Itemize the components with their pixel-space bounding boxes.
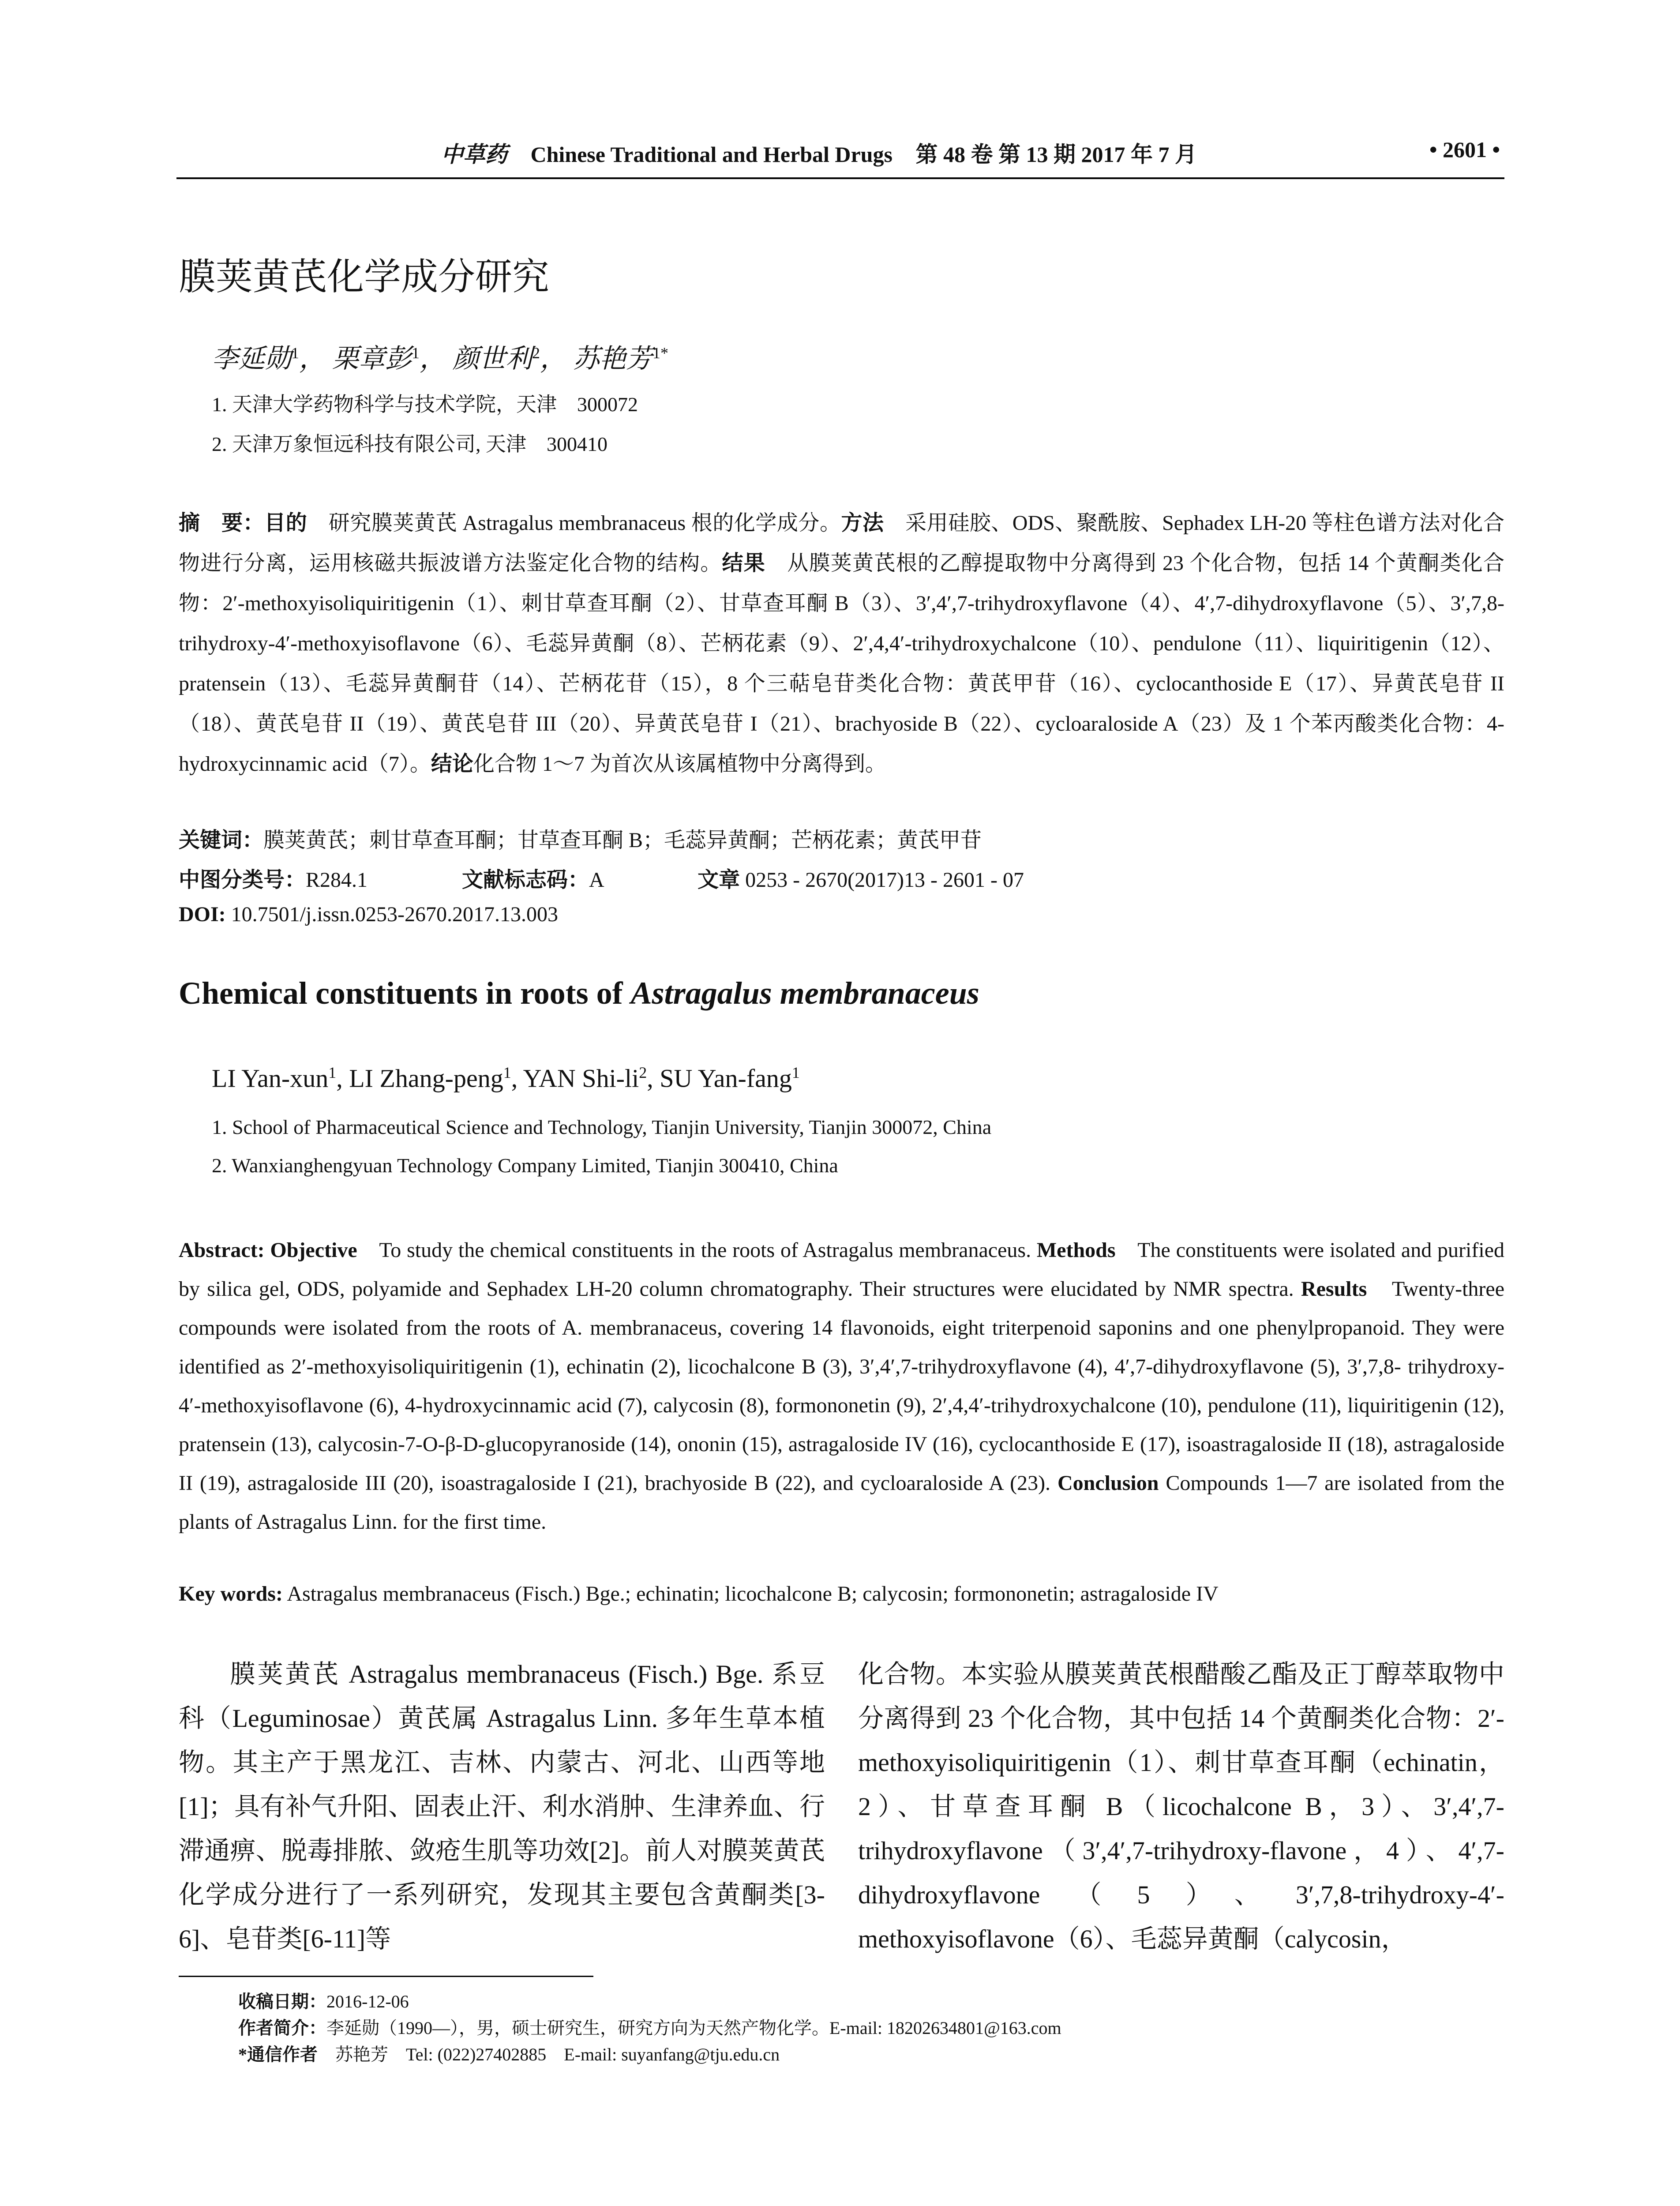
header-rule: [176, 177, 1504, 179]
keywords-zh-text: 膜荚黄芪；刺甘草查耳酮；甘草查耳酮 B；毛蕊异黄酮；芒柄花素；黄芪甲苷: [263, 829, 982, 852]
abstract-en: [179, 1231, 1504, 1542]
doc-code-value: A: [589, 868, 604, 892]
author-affiliation-mark: 1: [328, 1064, 337, 1081]
doc-code-label: 文献标志码：: [462, 868, 589, 892]
received-label: 收稿日期：: [238, 1992, 326, 2011]
doi-label: DOI:: [179, 903, 226, 926]
results-zh: 从膜荚黄芪根的乙醇提取物中分离得到 23 个化合物，包括 14 个黄酮类化合物：2′-methoxyisoliquiritigenin（1）、刺甘草查耳酮（2）、甘草查耳酮 B（3）、3′,4′,7-trihydroxyflavone（4）、4′,7-dihydroxyflavone（5）、3′,7,8-trihydroxy-4′-methoxyisoflavone（6）、毛蕊异黄酮（8）、芒柄花素（9）、2′,4,4′-trihydroxychalcone（10）、pendulone（11）、liquiritigenin（12）、pratensein（13）、毛蕊异黄酮苷（14）、芒柄花苷（15），8 个三萜皂苷类化合物：黄芪甲苷（16）、cyclocanthoside E（17）、异黄芪皂苷 II（18）、黄芪皂苷 II（19）、黄芪皂苷 III（20）、异黄芪皂苷 I（21）、brachyoside B（22）、cycloaraloside A（23）及 1 个苯丙酸类化合物：4-hydroxycinnamic acid（7）。: [179, 552, 1504, 776]
keywords-en-text: Astragalus membranaceus (Fisch.) Bge.; echinatin; licochalcone B; calycosin; formononetin; astragaloside IV: [287, 1582, 1219, 1606]
keywords-en: [179, 1582, 1219, 1606]
page-number: • 2601 •: [1429, 137, 1500, 162]
keywords-zh-label: 关键词：: [179, 829, 264, 852]
author-affiliation-mark: 1: [503, 1064, 511, 1081]
author-name: 栗章彭: [332, 344, 412, 373]
results-en: Twenty-three compounds were isolated from the roots of A. membranaceus, covering 14 flavonoids, eight triterpenoid saponins and one phenylpropanoid. They were identified as 2′-methoxyisoliquiritigenin (1), echinatin (2), licochalcone B (3), 3′,4′,7-trihydroxyflavone (4), 4′,7-dihydroxyflavone (5), 3′,7,8- trihydroxy-4′-methoxyisoflavone (6), 4-hydroxycinnamic acid (7), calycosin (8), formononetin (9), 2′,4,4′-trihydroxychalcone (10), pendulone (11), liquiritigenin (12), pratensein (13), calycosin-7-O-β-D-glucopyranoside (14), ononin (15), astragaloside IV (16), cyclocanthoside E (17), isoastragaloside II (18), astragaloside II (19), astragaloside III (20), isoastragaloside I (21), brachyoside B (22), and cycloaraloside A (23).: [179, 1277, 1504, 1495]
corresponding-label: *通信作者: [238, 2045, 318, 2064]
methods-en: The constituents were isolated and purified by silica gel, ODS, polyamide and Sephadex LH-20 column chromatography. Their structures were elucidated by NMR spectra.: [179, 1238, 1504, 1301]
footnote-received: [238, 1988, 409, 2013]
author-bio-label: 作者简介：: [238, 2018, 326, 2038]
author-affiliation-mark: 1*: [652, 344, 668, 362]
author-affiliation-mark: 1: [291, 344, 299, 362]
title-en-plain: Chemical constituents in roots of: [179, 975, 631, 1011]
clc-label: 中图分类号：: [179, 868, 306, 892]
author-name: LI Yan-xun: [212, 1064, 329, 1093]
received-date: 2016-12-06: [326, 1992, 409, 2011]
title-en: [179, 975, 979, 1012]
objective-en: To study the chemical constituents in the roots of Astragalus membranaceus.: [379, 1238, 1031, 1262]
conclusion-zh: 化合物 1～7 为首次从该属植物中分离得到。: [473, 752, 886, 776]
body-column-left: [179, 1652, 825, 1961]
results-label-en: Results: [1301, 1277, 1367, 1301]
author-name: 颜世利: [453, 344, 532, 373]
results-label-zh: 结果: [722, 552, 766, 575]
methods-label-en: Methods: [1036, 1238, 1116, 1262]
abstract-zh: [179, 503, 1504, 784]
running-header: [176, 137, 1504, 177]
authors-en: LI Yan-xun$^1$, LI Zhang-peng$^1$, YAN Shi-$li^2$, SU Yan-fang$^1$: [212, 1064, 800, 1093]
objective-label-zh: 目的: [264, 511, 308, 535]
objective-zh: 研究膜荚黄芪 Astragalus membranaceus 根的化学成分。: [328, 511, 841, 535]
affiliation-en-2: 2. Wanxianghengyuan Technology Company Limited, Tianjin 300410, China: [212, 1154, 838, 1177]
footnote-corresponding: [238, 2041, 780, 2066]
journal-name-zh: 中草药: [441, 142, 507, 167]
affiliation-en-1: 1. School of Pharmaceutical Science and Technology, Tianjin University, Tianjin 300072, China: [212, 1116, 992, 1138]
article-id-label: 文章: [698, 868, 740, 892]
title-zh: 膜荚黄芪化学成分研究: [179, 255, 550, 298]
author-bio: 李延勋（1990—），男，硕士研究生，研究方向为天然产物化学。E-mail: 18202634801@163.com: [326, 2018, 1061, 2038]
conclusion-label-zh: 结论: [431, 752, 473, 776]
conclusion-en: Compounds 1—7 are isolated from the plants of Astragalus Linn. for the first time.: [179, 1471, 1504, 1534]
footnote-author: [238, 2014, 1061, 2039]
author-name: 苏艳芳: [573, 344, 652, 373]
abstract-zh-label: 摘 要：: [179, 511, 265, 535]
doi-line: [179, 902, 558, 927]
author-affiliation-mark: 1: [791, 1064, 800, 1081]
abstract-en-label: Abstract: Objective: [179, 1238, 357, 1262]
intro-paragraph-continued: 化合物。本实验从膜荚黄芪根醋酸乙酯及正丁醇萃取物中分离得到 23 个化合物，其中包括 14 个黄酮类化合物：2′-methoxyisoliquiritigenin（1）、刺甘草查耳酮（echinatin，2）、甘草查耳酮 B（licochalcone B，3）、3′,4′,7-trihydroxyflavone（3′,4′,7-trihydroxy-flavone，4）、4′,7-dihydroxyflavone（5）、3′,7,8-trihydroxy-4′-methoxyisoflavone（6）、毛蕊异黄酮（calycosin，: [858, 1660, 1504, 1953]
issue-info: 第 48 卷 第 13 期 2017 年 7 月: [915, 142, 1197, 167]
author-affiliation-mark: 2: [532, 344, 540, 362]
keywords-zh: [179, 823, 982, 853]
affiliation-zh-2: 2. 天津万象恒远科技有限公司, 天津 300410: [212, 433, 608, 455]
conclusion-label-en: Conclusion: [1058, 1471, 1159, 1495]
methods-zh: 采用硅胶、ODS、聚酰胺、Sephadex LH-20 等柱色谱方法对化合物进行分离，运用核磁共振波谱方法鉴定化合物的结构。: [179, 511, 1504, 575]
title-en-species: Astragalus membranaceus: [630, 975, 979, 1011]
authors-zh: 李延勋$^1$， 栗章彭$^1$， 颜世利$^2$， 苏艳芳$^{1*}$: [212, 344, 668, 373]
doi-value: 10.7501/j.issn.0253-2670.2017.13.003: [231, 903, 559, 926]
footnote-rule: [179, 1976, 593, 1977]
journal-name-en: Chinese Traditional and Herbal Drugs: [530, 142, 892, 167]
keywords-en-label: Key words:: [179, 1582, 283, 1606]
author-name: 李延勋: [212, 344, 291, 373]
author-name: SU Yan-fang: [660, 1064, 792, 1093]
journal-line: [441, 137, 1197, 169]
body-column-right: [858, 1652, 1504, 1961]
methods-label-zh: 方法: [841, 511, 884, 535]
author-name: LI Zhang-peng: [349, 1064, 503, 1093]
intro-paragraph: 膜荚黄芪 Astragalus membranaceus (Fisch.) Bge. 系豆科（Leguminosae）黄芪属 Astragalus Linn. 多年生草本植物。其主产于黑龙江、吉林、内蒙古、河北、山西等地[1]；具有补气升阳、固表止汗、利水消肿、生津养血、行滞通痹、脱毒排脓、敛疮生肌等功效[2]。前人对膜荚黄芪化学成分进行了一系列研究，发现其主要包含黄酮类[3-6]、皂苷类[6-11]等: [179, 1660, 825, 1953]
classification-line: [179, 863, 1024, 893]
author-affiliation-mark: 2: [639, 1064, 647, 1081]
clc-value: R284.1: [306, 868, 368, 892]
author-affiliation-mark: 1: [412, 344, 420, 362]
corresponding-info: 苏艳芳 Tel: (022)27402885 E-mail: suyanfang@tju.edu.cn: [335, 2045, 780, 2064]
author-name: YAN Shi-li: [523, 1064, 639, 1093]
article-id-value: 0253 - 2670(2017)13 - 2601 - 07: [745, 868, 1024, 892]
affiliation-zh-1: 1. 天津大学药物科学与技术学院，天津 300072: [212, 393, 638, 416]
